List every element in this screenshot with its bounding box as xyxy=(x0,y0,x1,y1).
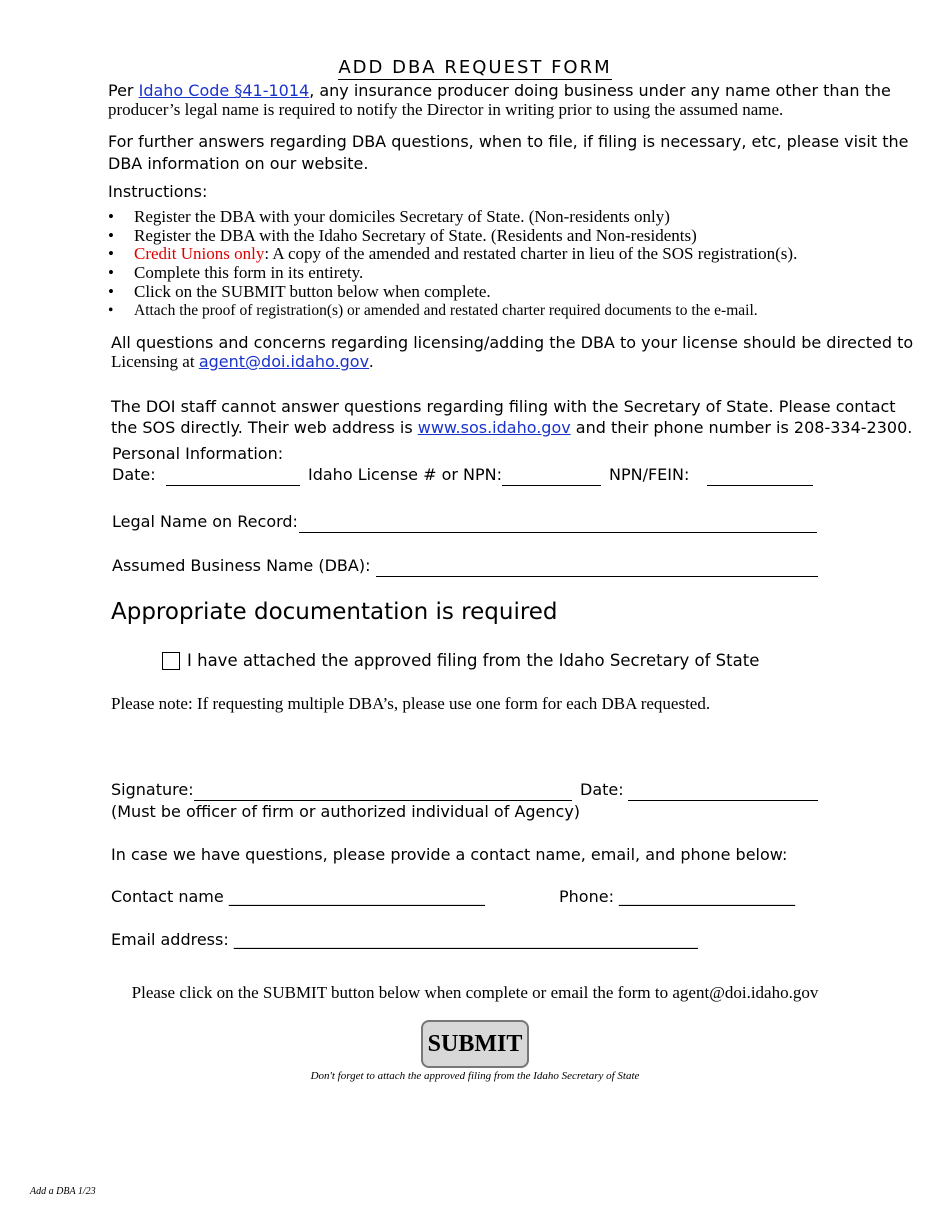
intro-paragraph: Per Idaho Code §41-1014, any insurance producer doing business under any name other than the producer’s legal name is required to notify the Director in writing prior to using the assumed name. xyxy=(108,81,891,119)
form-id: Add a DBA 1/23 xyxy=(30,1186,96,1197)
phone-row xyxy=(559,887,795,906)
further-info-paragraph: For further answers regarding DBA questions, when to file, if filing is necessary, etc, please visit the DBA information on our website. xyxy=(108,132,909,173)
list-item: • Complete this form in its entirety. xyxy=(108,264,797,283)
date-label: Date: xyxy=(112,465,156,484)
email-field[interactable]: __________________________________________________________ xyxy=(233,930,698,949)
contact-name-field[interactable]: ________________________________ xyxy=(228,887,485,906)
dba-label: Assumed Business Name (DBA): xyxy=(112,556,371,575)
idaho-code-link[interactable]: Idaho Code §41-1014 xyxy=(138,81,310,100)
signature-date-label: Date: xyxy=(580,780,624,799)
npn-label: NPN/FEIN: xyxy=(609,465,690,484)
list-item: • Register the DBA with your domiciles Secretary of State. (Non-residents only) xyxy=(108,208,797,227)
signature-note: (Must be officer of firm or authorized individual of Agency) xyxy=(111,802,581,821)
contact-intro: In case we have questions, please provide a contact name, email, and phone below: xyxy=(111,845,788,864)
list-item: • Attach the proof of registration(s) or amended and restated charter required documents to the e-mail. xyxy=(108,302,797,321)
date-field[interactable] xyxy=(166,485,300,486)
signature-label: Signature: xyxy=(111,780,194,799)
list-item: • Credit Unions only: A copy of the amended and restated charter in lieu of the SOS registration(s). xyxy=(108,245,797,264)
phone-field[interactable]: ______________________ xyxy=(619,887,796,906)
submit-reminder: Don't forget to attach the approved filing from the Idaho Secretary of State xyxy=(310,1070,640,1082)
list-item: • Register the DBA with the Idaho Secretary of State. (Residents and Non-residents) xyxy=(108,227,797,246)
phone-label: Phone: xyxy=(559,887,614,906)
questions-paragraph: All questions and concerns regarding licensing/adding the DBA to your license should be directed to Licensing at agent@doi.idaho.gov. xyxy=(111,333,914,371)
list-item: • Click on the SUBMIT button below when complete. xyxy=(108,283,797,302)
email-label: Email address: xyxy=(111,930,229,949)
email-row xyxy=(111,930,698,949)
submit-instruction: Please click on the SUBMIT button below when complete or email the form to agent@doi.idaho.gov xyxy=(131,983,819,1002)
dba-field[interactable] xyxy=(376,576,818,577)
signature-date-field[interactable] xyxy=(628,800,818,801)
signature-field[interactable] xyxy=(194,800,572,801)
license-field[interactable] xyxy=(502,485,601,486)
contact-name-row xyxy=(111,887,485,906)
sos-website-link[interactable]: www.sos.idaho.gov xyxy=(417,418,571,437)
submit-button[interactable]: SUBMIT xyxy=(421,1020,529,1068)
contact-name-label: Contact name xyxy=(111,887,224,906)
legal-name-field[interactable] xyxy=(299,532,817,533)
legal-name-label: Legal Name on Record: xyxy=(112,512,298,531)
sos-paragraph: The DOI staff cannot answer questions regarding filing with the Secretary of State. Please contact the SOS directly. Their web address is www.sos.idaho.gov and their phone number is 208-334-2300. xyxy=(111,397,913,437)
personal-info-heading: Personal Information: xyxy=(112,444,284,463)
form-title: ADD DBA REQUEST FORM xyxy=(338,57,612,78)
instructions-heading: Instructions: xyxy=(108,182,208,201)
license-label: Idaho License # or NPN: xyxy=(308,465,503,484)
licensing-email-link[interactable]: agent@doi.idaho.gov xyxy=(198,352,370,371)
documentation-heading: Appropriate documentation is required xyxy=(111,599,558,625)
attached-filing-checkbox[interactable] xyxy=(162,652,180,670)
npn-fein-field[interactable] xyxy=(707,485,813,486)
instructions-list xyxy=(108,208,797,320)
multiple-dba-note: Please note: If requesting multiple DBA’s, please use one form for each DBA requested. xyxy=(111,694,711,713)
checkbox-label: I have attached the approved filing from the Idaho Secretary of State xyxy=(187,651,760,670)
